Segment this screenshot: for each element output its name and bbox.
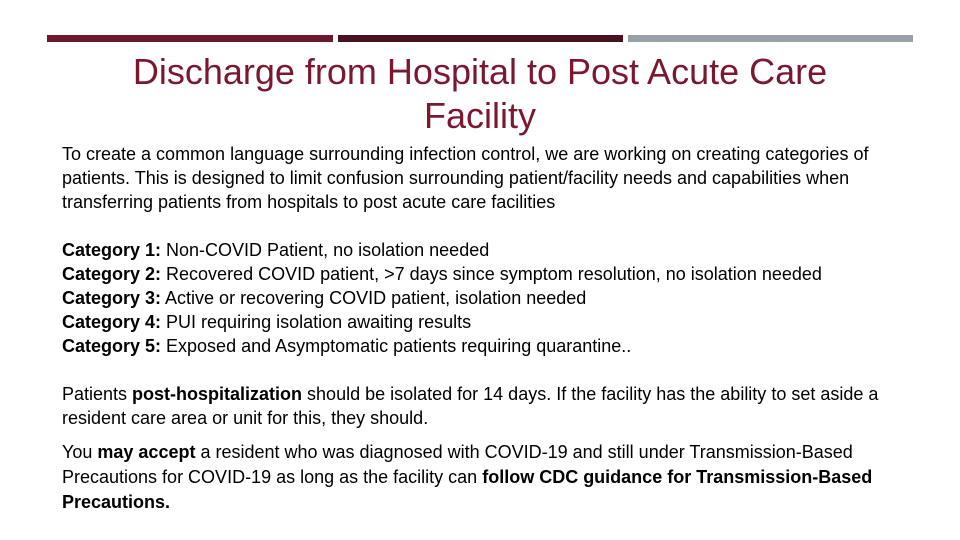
header-bar-middle [338,35,623,42]
category-2-label: Category 2: [62,264,162,284]
category-4-label: Category 4: [62,312,162,332]
slide-title-line1: Discharge from Hospital to Post Acute Care [132,51,828,92]
category-3-text: Active or recovering COVID patient, isolation needed [161,288,587,308]
category-2 [62,262,922,286]
may-accept-paragraph [62,440,922,515]
slide-body [62,142,922,515]
category-5 [62,334,922,358]
accept-pre: You [62,442,98,462]
post-bold: post-hospitalization [132,384,303,404]
category-3-label: Category 3: [62,288,162,308]
accept-bold1: may accept [97,442,196,462]
intro-paragraph: To create a common language surrounding infection control, we are working on creating categories of patients. This is designed to limit confusion surrounding patient/facility needs and capabilities when transferring patients from hospitals to post acute care facilities [62,144,869,212]
accept-bold2: follow CDC guidance for Transmission-Based Precautions. [62,467,873,512]
category-1-text: Non-COVID Patient, no isolation needed [161,240,490,260]
header-bar-right [628,35,913,42]
category-5-label: Category 5: [62,336,162,356]
category-4 [62,310,922,334]
post-post: should be isolated for 14 days. If the facility has the ability to set aside a resident care area or unit for this, they should. [62,384,879,428]
category-1-label: Category 1: [62,240,162,260]
post-pre: Patients [62,384,133,404]
accept-mid: a resident who was diagnosed with COVID-19 and still under Transmission-Based Precautions for COVID-19 as long as the facility can [62,442,853,487]
category-1 [62,238,922,262]
slide-title [40,50,920,138]
category-4-text: PUI requiring isolation awaiting results [161,312,472,332]
category-2-text: Recovered COVID patient, >7 days since symptom resolution, no isolation needed [161,264,822,284]
category-5-text: Exposed and Asymptomatic patients requiring quarantine.. [161,336,632,356]
post-hospitalization-paragraph [62,382,922,430]
category-3 [62,286,922,310]
slide-title-line2: Facility [423,95,536,136]
header-bar-left [47,35,333,42]
